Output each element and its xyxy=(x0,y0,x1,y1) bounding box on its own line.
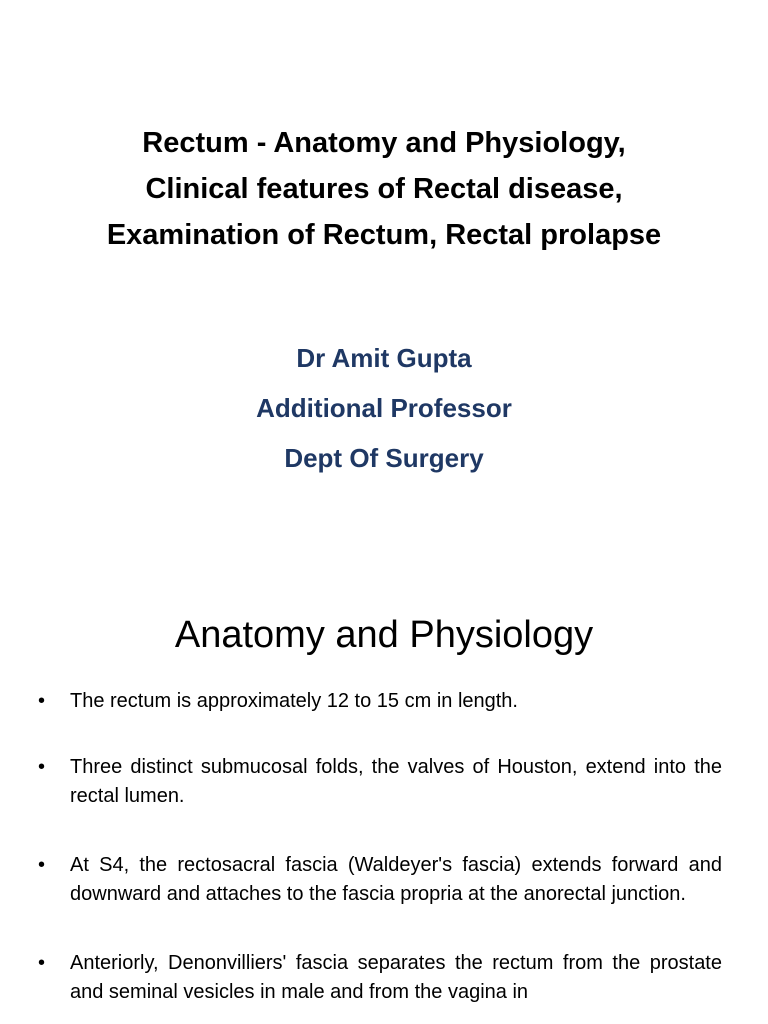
bullet-text: At S4, the rectosacral fascia (Waldeyer's fascia) extends forward and downward and attaches to the fascia propria at the anorectal junction. xyxy=(70,854,722,905)
bullet-icon: • xyxy=(38,690,46,712)
author-department: Dept Of Surgery xyxy=(284,443,484,473)
slide-heading: Anatomy and Physiology xyxy=(174,614,594,656)
bullet-text: Three distinct submucosal folds, the valves of Houston, extend into the rectal lumen. xyxy=(70,756,722,807)
bullet-icon: • xyxy=(38,952,46,974)
author-info xyxy=(0,333,768,483)
slide-title xyxy=(0,120,768,258)
bullet-text: The rectum is approximately 12 to 15 cm in length. xyxy=(70,690,518,712)
title-line-1: Rectum - Anatomy and Physiology, xyxy=(142,127,626,159)
title-line-3: Examination of Rectum, Rectal prolapse xyxy=(106,219,662,251)
author-position: Additional Professor xyxy=(256,393,512,423)
bullet-item xyxy=(38,687,722,716)
bullet-item xyxy=(38,949,722,1007)
title-line-2: Clinical features of Rectal disease, xyxy=(145,173,623,205)
bullet-list xyxy=(38,687,722,1024)
bullet-icon: • xyxy=(38,854,46,876)
bullet-item xyxy=(38,753,722,811)
bullet-item xyxy=(38,851,722,909)
author-name: Dr Amit Gupta xyxy=(296,343,472,373)
bullet-text: Anteriorly, Denonvilliers' fascia separates the rectum from the prostate and seminal vesicles in male and from the vagina in xyxy=(70,952,722,1003)
bullet-icon: • xyxy=(38,756,46,778)
content-slide xyxy=(0,576,768,1024)
